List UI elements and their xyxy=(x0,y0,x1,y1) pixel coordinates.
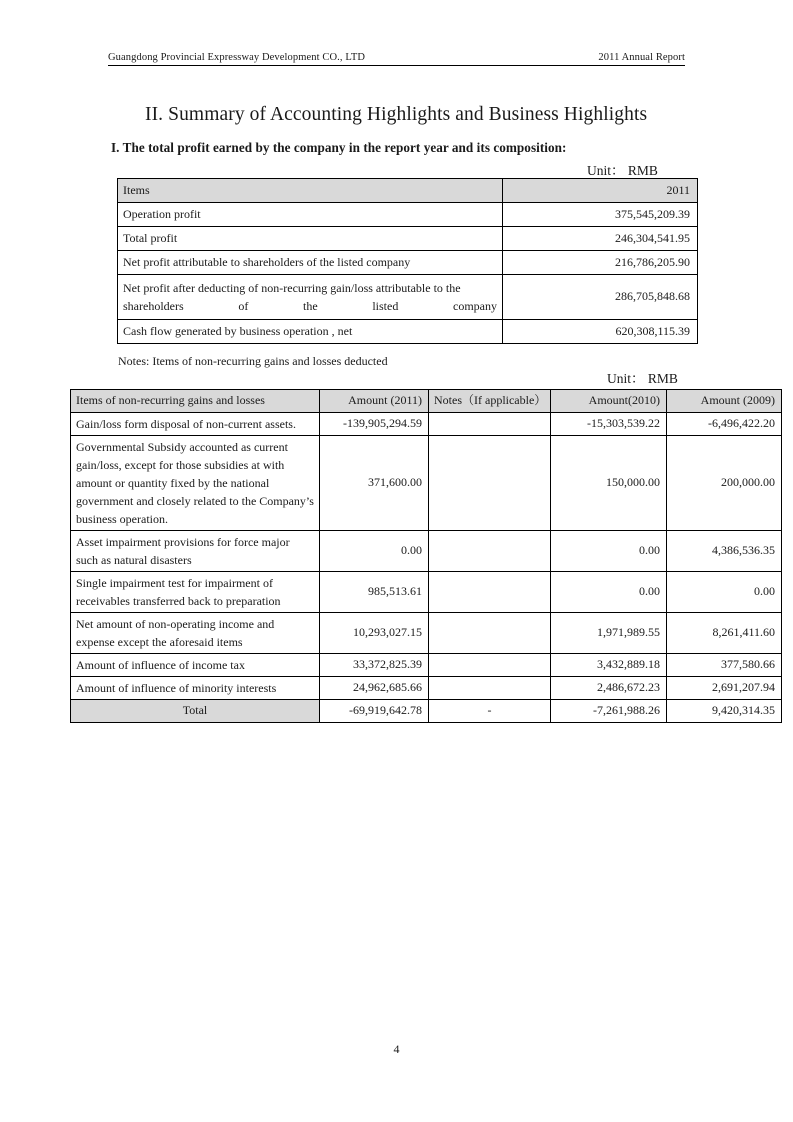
cell-amount-2010: 3,432,889.18 xyxy=(551,654,667,677)
row-label: Amount of influence of income tax xyxy=(71,654,320,677)
page-number: 4 xyxy=(393,1042,400,1056)
row-label: Single impairment test for impairment of receivables transferred back to preparation xyxy=(71,572,320,613)
cell-notes xyxy=(429,572,551,613)
header-report-name: 2011 Annual Report xyxy=(598,52,685,63)
row-value: 620,308,115.39 xyxy=(503,320,698,344)
page-title: II. Summary of Accounting Highlights and Business Highlights xyxy=(145,104,648,125)
total-label: Total xyxy=(71,700,320,723)
row-value: 286,705,848.68 xyxy=(503,275,698,320)
cell-amount-2009: -6,496,422.20 xyxy=(667,413,782,436)
table-row xyxy=(71,531,782,572)
row-label: Asset impairment provisions for force major such as natural disasters xyxy=(71,531,320,572)
table-row xyxy=(118,275,698,320)
cell-amount-2011: 985,513.61 xyxy=(320,572,429,613)
cell-amount-2011: 24,962,685.66 xyxy=(320,677,429,700)
profit-composition-table xyxy=(117,178,698,344)
cell-notes xyxy=(429,613,551,654)
row-value: 246,304,541.95 xyxy=(503,227,698,251)
row-label: Total profit xyxy=(118,227,503,251)
cell-amount-2011: 33,372,825.39 xyxy=(320,654,429,677)
cell-amount-2010: 150,000.00 xyxy=(551,436,667,531)
table-row xyxy=(118,227,698,251)
cell-amount-2011: 371,600.00 xyxy=(320,436,429,531)
running-header xyxy=(108,52,685,66)
header-company-name: Guangdong Provincial Expressway Development CO., LTD xyxy=(108,52,366,63)
cell-notes xyxy=(429,436,551,531)
cell-notes xyxy=(429,413,551,436)
column-header-2011: 2011 xyxy=(503,179,698,203)
table-row xyxy=(71,613,782,654)
table-row xyxy=(71,413,782,436)
column-header-items: Items xyxy=(118,179,503,203)
row-label: Amount of influence of minority interests xyxy=(71,677,320,700)
cell-amount-2010: 1,971,989.55 xyxy=(551,613,667,654)
cell-amount-2009: 0.00 xyxy=(667,572,782,613)
cell-amount-2010: -15,303,539.22 xyxy=(551,413,667,436)
row-value: 375,545,209.39 xyxy=(503,203,698,227)
row-label: Operation profit xyxy=(118,203,503,227)
table-total-row xyxy=(71,700,782,723)
cell-amount-2010: 2,486,672.23 xyxy=(551,677,667,700)
column-header-amount-2010: Amount(2010) xyxy=(551,390,667,413)
table-row xyxy=(71,654,782,677)
total-amount-2009: 9,420,314.35 xyxy=(667,700,782,723)
column-header-notes: Notes（If applicable） xyxy=(429,390,551,413)
table-header-row xyxy=(118,179,698,203)
section-heading: I. The total profit earned by the company in the report year and its composition: xyxy=(111,140,567,155)
total-notes: - xyxy=(429,700,551,723)
column-header-items: Items of non-recurring gains and losses xyxy=(71,390,320,413)
cell-amount-2010: 0.00 xyxy=(551,531,667,572)
unit-label-nonrecurring-table: Unit： RMB xyxy=(607,371,678,386)
row-value: 216,786,205.90 xyxy=(503,251,698,275)
cell-amount-2009: 4,386,536.35 xyxy=(667,531,782,572)
table-row xyxy=(71,572,782,613)
table-row xyxy=(118,203,698,227)
cell-amount-2009: 200,000.00 xyxy=(667,436,782,531)
cell-notes xyxy=(429,531,551,572)
cell-amount-2009: 2,691,207.94 xyxy=(667,677,782,700)
cell-notes xyxy=(429,654,551,677)
notes-caption: Notes: Items of non-recurring gains and losses deducted xyxy=(118,354,388,368)
table-row xyxy=(71,677,782,700)
cell-amount-2011: 10,293,027.15 xyxy=(320,613,429,654)
row-label: Governmental Subsidy accounted as current gain/loss, except for those subsidies at with amount or quantity fixed by the national government and closely related to the Company’s business operation. xyxy=(71,436,320,531)
column-header-amount-2009: Amount (2009) xyxy=(667,390,782,413)
row-label: Net profit attributable to shareholders of the listed company xyxy=(118,251,503,275)
row-label: Net amount of non-operating income and expense except the aforesaid items xyxy=(71,613,320,654)
total-amount-2010: -7,261,988.26 xyxy=(551,700,667,723)
column-header-amount-2011: Amount (2011) xyxy=(320,390,429,413)
table-row xyxy=(118,320,698,344)
row-label: Net profit after deducting of non-recurring gain/loss attributable to the shareholders of the listed company xyxy=(118,275,503,320)
table-row xyxy=(118,251,698,275)
cell-amount-2009: 377,580.66 xyxy=(667,654,782,677)
row-label: Cash flow generated by business operation , net xyxy=(118,320,503,344)
cell-notes xyxy=(429,677,551,700)
cell-amount-2011: -139,905,294.59 xyxy=(320,413,429,436)
nonrecurring-gains-losses-table xyxy=(70,389,782,723)
cell-amount-2010: 0.00 xyxy=(551,572,667,613)
cell-amount-2011: 0.00 xyxy=(320,531,429,572)
row-label: Gain/loss form disposal of non-current assets. xyxy=(71,413,320,436)
total-amount-2011: -69,919,642.78 xyxy=(320,700,429,723)
cell-amount-2009: 8,261,411.60 xyxy=(667,613,782,654)
unit-label-profit-table: Unit： RMB xyxy=(587,163,658,178)
table-row xyxy=(71,436,782,531)
table-header-row xyxy=(71,390,782,413)
